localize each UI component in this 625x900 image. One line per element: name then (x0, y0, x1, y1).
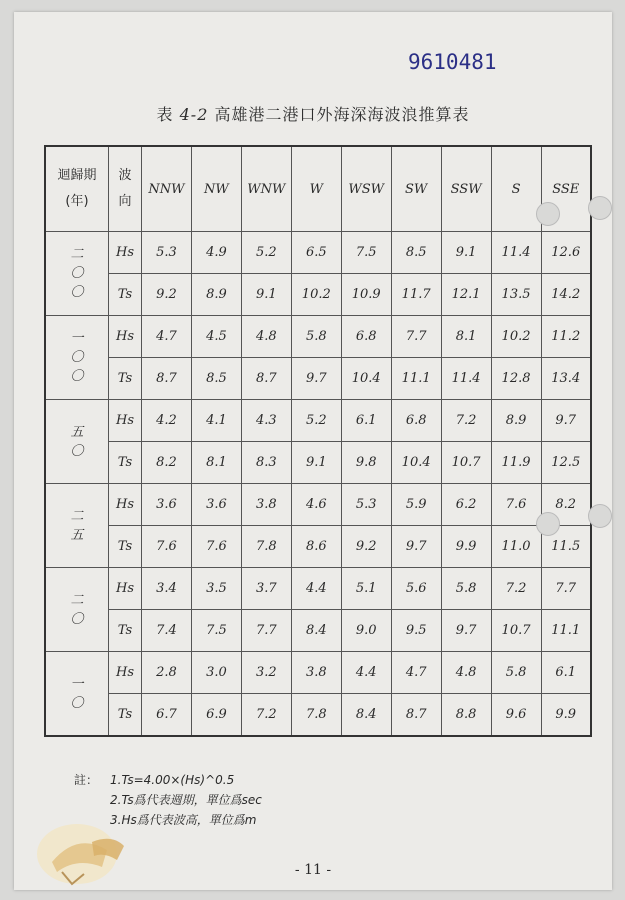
value-cell: 6.5 (291, 232, 341, 274)
direction-header: NNW (142, 146, 192, 232)
value-cell: 11.1 (541, 610, 591, 652)
value-cell: 9.7 (541, 400, 591, 442)
value-cell: 11.4 (441, 358, 491, 400)
value-cell: 8.7 (142, 358, 192, 400)
value-cell: 9.8 (341, 442, 391, 484)
value-cell: 7.6 (191, 526, 241, 568)
type-header (109, 146, 142, 232)
library-logo-icon (32, 812, 142, 892)
value-cell: 4.7 (142, 316, 192, 358)
value-cell: 11.0 (491, 526, 541, 568)
value-cell: 4.1 (191, 400, 241, 442)
return-period-cell (45, 484, 109, 568)
value-cell: 11.9 (491, 442, 541, 484)
table-title (14, 102, 612, 125)
wave-type-cell: Ts (109, 358, 142, 400)
table-row (45, 232, 591, 274)
value-cell: 7.2 (241, 694, 291, 737)
value-cell: 4.6 (291, 484, 341, 526)
value-cell: 8.2 (142, 442, 192, 484)
return-period-cell (45, 568, 109, 652)
value-cell: 7.8 (291, 694, 341, 737)
table-header-row (45, 146, 591, 232)
value-cell: 10.2 (291, 274, 341, 316)
value-cell: 7.7 (391, 316, 441, 358)
table-row (45, 400, 591, 442)
wave-type-cell: Hs (109, 652, 142, 694)
wave-type-cell: Hs (109, 484, 142, 526)
return-period-char: 二 (70, 247, 84, 262)
value-cell: 12.8 (491, 358, 541, 400)
table-row (45, 316, 591, 358)
wave-type-cell: Hs (109, 232, 142, 274)
return-period-char: 二 (70, 508, 84, 524)
return-period-char: 二 (70, 592, 84, 608)
value-cell: 10.4 (391, 442, 441, 484)
value-cell: 6.2 (441, 484, 491, 526)
value-cell: 3.6 (191, 484, 241, 526)
value-cell: 5.2 (241, 232, 291, 274)
value-cell: 6.8 (341, 316, 391, 358)
value-cell: 13.5 (491, 274, 541, 316)
value-cell: 4.5 (191, 316, 241, 358)
value-cell: 3.7 (241, 568, 291, 610)
wave-type-cell: Hs (109, 400, 142, 442)
value-cell: 7.6 (491, 484, 541, 526)
direction-header: WNW (241, 146, 291, 232)
return-period-char: 〇 (70, 266, 84, 281)
table-row (45, 358, 591, 400)
return-period-char: 〇 (70, 350, 84, 365)
direction-header: WSW (341, 146, 391, 232)
value-cell: 3.8 (291, 652, 341, 694)
return-period-char: 五 (70, 424, 84, 440)
direction-header: SW (391, 146, 441, 232)
value-cell: 10.7 (441, 442, 491, 484)
value-cell: 5.3 (341, 484, 391, 526)
value-cell: 12.1 (441, 274, 491, 316)
value-cell: 4.3 (241, 400, 291, 442)
value-cell: 4.9 (191, 232, 241, 274)
value-cell: 8.2 (541, 484, 591, 526)
notes-label: 註： (74, 773, 99, 787)
table-row (45, 526, 591, 568)
value-cell: 6.9 (191, 694, 241, 737)
table-row (45, 274, 591, 316)
value-cell: 8.3 (241, 442, 291, 484)
value-cell: 7.6 (142, 526, 192, 568)
value-cell: 7.2 (491, 568, 541, 610)
value-cell: 9.1 (441, 232, 491, 274)
note-line-1: 1.Ts=4.00×(Hs)^0.5 (110, 773, 235, 787)
binder-hole (536, 202, 560, 226)
value-cell: 11.1 (391, 358, 441, 400)
value-cell: 7.7 (241, 610, 291, 652)
value-cell: 8.7 (241, 358, 291, 400)
value-cell: 5.8 (441, 568, 491, 610)
return-period-char: 〇 (70, 695, 84, 711)
table-row (45, 610, 591, 652)
value-cell: 4.8 (441, 652, 491, 694)
page-number: - 11 - (294, 862, 332, 878)
return-period-cell (45, 316, 109, 400)
wave-estimation-table (44, 145, 592, 737)
title-prefix: 表 (156, 105, 174, 124)
value-cell: 9.5 (391, 610, 441, 652)
wave-type-cell: Hs (109, 568, 142, 610)
value-cell: 5.6 (391, 568, 441, 610)
binder-hole (536, 512, 560, 536)
value-cell: 14.2 (541, 274, 591, 316)
return-period-char: 〇 (70, 611, 84, 627)
direction-header: SSW (441, 146, 491, 232)
wave-type-cell: Ts (109, 442, 142, 484)
title-text: 高雄港二港口外海深海波浪推算表 (214, 105, 470, 124)
value-cell: 10.2 (491, 316, 541, 358)
type-header-label-1: 波 (118, 168, 132, 183)
value-cell: 3.5 (191, 568, 241, 610)
value-cell: 9.7 (391, 526, 441, 568)
value-cell: 8.9 (191, 274, 241, 316)
value-cell: 5.2 (291, 400, 341, 442)
value-cell: 8.1 (441, 316, 491, 358)
table-row (45, 568, 591, 610)
table-row (45, 442, 591, 484)
direction-header: S (491, 146, 541, 232)
value-cell: 9.9 (441, 526, 491, 568)
return-period-cell (45, 232, 109, 316)
value-cell: 4.4 (341, 652, 391, 694)
return-period-char: 一 (70, 331, 84, 346)
direction-header: SSE (541, 146, 591, 232)
return-period-cell (45, 652, 109, 737)
value-cell: 5.8 (491, 652, 541, 694)
value-cell: 8.4 (291, 610, 341, 652)
type-header-label-2: 向 (118, 194, 132, 209)
period-header-unit: (年) (65, 194, 89, 209)
value-cell: 6.1 (541, 652, 591, 694)
value-cell: 4.4 (291, 568, 341, 610)
value-cell: 9.9 (541, 694, 591, 737)
value-cell: 8.8 (441, 694, 491, 737)
value-cell: 7.2 (441, 400, 491, 442)
value-cell: 9.7 (291, 358, 341, 400)
value-cell: 9.7 (441, 610, 491, 652)
value-cell: 7.7 (541, 568, 591, 610)
binder-hole (588, 196, 612, 220)
value-cell: 8.5 (391, 232, 441, 274)
value-cell: 11.5 (541, 526, 591, 568)
value-cell: 7.5 (341, 232, 391, 274)
value-cell: 2.8 (142, 652, 192, 694)
note-line-3: 3.Hs爲代表波高，單位爲m (110, 813, 257, 827)
value-cell: 12.5 (541, 442, 591, 484)
value-cell: 3.8 (241, 484, 291, 526)
value-cell: 3.0 (191, 652, 241, 694)
value-cell: 6.8 (391, 400, 441, 442)
value-cell: 6.1 (341, 400, 391, 442)
note-line-2: 2.Ts爲代表週期，單位爲sec (110, 793, 262, 807)
return-period-char: 五 (70, 527, 84, 543)
value-cell: 7.8 (241, 526, 291, 568)
value-cell: 3.6 (142, 484, 192, 526)
value-cell: 9.1 (291, 442, 341, 484)
value-cell: 4.2 (142, 400, 192, 442)
value-cell: 5.9 (391, 484, 441, 526)
value-cell: 7.4 (142, 610, 192, 652)
return-period-char: 一 (70, 676, 84, 692)
value-cell: 5.8 (291, 316, 341, 358)
value-cell: 9.2 (341, 526, 391, 568)
value-cell: 3.4 (142, 568, 192, 610)
value-cell: 9.2 (142, 274, 192, 316)
value-cell: 10.9 (341, 274, 391, 316)
table-body (45, 232, 591, 737)
wave-type-cell: Ts (109, 526, 142, 568)
wave-type-cell: Ts (109, 694, 142, 737)
table-row (45, 484, 591, 526)
value-cell: 8.5 (191, 358, 241, 400)
direction-header: NW (191, 146, 241, 232)
value-cell: 12.6 (541, 232, 591, 274)
document-number-stamp: 9610481 (408, 50, 497, 74)
return-period-char: 〇 (70, 285, 84, 300)
value-cell: 5.1 (341, 568, 391, 610)
return-period-cell (45, 400, 109, 484)
value-cell: 13.4 (541, 358, 591, 400)
wave-type-cell: Ts (109, 274, 142, 316)
value-cell: 5.3 (142, 232, 192, 274)
return-period-char: 〇 (70, 443, 84, 459)
period-header-label: 迴歸期 (57, 168, 97, 183)
value-cell: 7.5 (191, 610, 241, 652)
value-cell: 8.6 (291, 526, 341, 568)
direction-header: W (291, 146, 341, 232)
value-cell: 8.7 (391, 694, 441, 737)
value-cell: 11.4 (491, 232, 541, 274)
period-header (45, 146, 109, 232)
wave-type-cell: Hs (109, 316, 142, 358)
value-cell: 4.8 (241, 316, 291, 358)
value-cell: 11.7 (391, 274, 441, 316)
value-cell: 8.9 (491, 400, 541, 442)
table-row (45, 652, 591, 694)
value-cell: 11.2 (541, 316, 591, 358)
title-number: 4-2 (179, 105, 209, 124)
value-cell: 9.0 (341, 610, 391, 652)
table-row (45, 694, 591, 737)
value-cell: 3.2 (241, 652, 291, 694)
value-cell: 9.6 (491, 694, 541, 737)
value-cell: 10.7 (491, 610, 541, 652)
value-cell: 8.4 (341, 694, 391, 737)
document-page (14, 12, 612, 890)
wave-type-cell: Ts (109, 610, 142, 652)
return-period-char: 〇 (70, 369, 84, 384)
value-cell: 10.4 (341, 358, 391, 400)
value-cell: 4.7 (391, 652, 441, 694)
value-cell: 9.1 (241, 274, 291, 316)
value-cell: 6.7 (142, 694, 192, 737)
binder-hole (588, 504, 612, 528)
value-cell: 8.1 (191, 442, 241, 484)
